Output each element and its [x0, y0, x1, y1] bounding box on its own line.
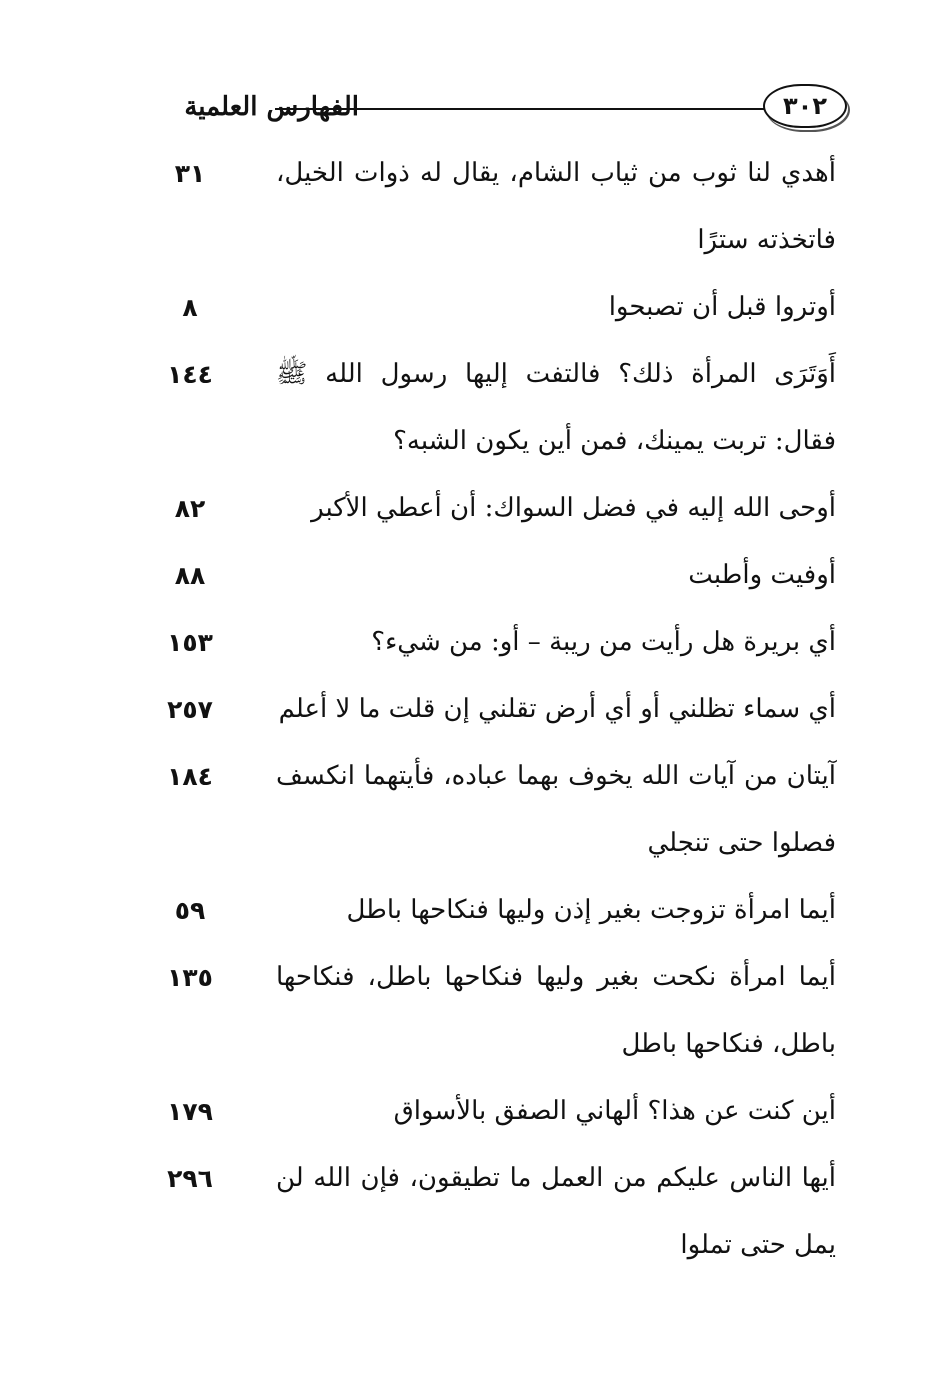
entry-text: أيما امرأة تزوجت بغير إذن وليها فنكاحها باطل: [346, 895, 836, 925]
index-entry: [0, 140, 946, 274]
entry-page-number: ٣١: [174, 159, 206, 188]
entry-text: أوتروا قبل أن تصبحوا: [608, 292, 836, 322]
index-entry: [0, 1078, 946, 1145]
index-entry: [0, 475, 946, 542]
entry-text: أي سماء تظلني أو أي أرض تقلني إن قلت ما لا أعلم: [278, 694, 836, 724]
entry-page-number: ٥٩: [174, 896, 206, 925]
entry-text: أوفيت وأطبت: [688, 560, 836, 590]
index-entry: [0, 944, 946, 1078]
entry-page-number: ٨٨: [174, 561, 206, 590]
entry-text: أيها الناس عليكم من العمل ما تطيقون، فإن الله لن يمل حتى تملوا: [276, 1163, 836, 1260]
header-rule: [275, 108, 765, 110]
entry-page-number: ١٧٩: [167, 1097, 213, 1126]
page-number: ٣٠٢: [783, 92, 827, 120]
entry-text: أَوَتَرَى المرأة ذلك؟ فالتفت إليها رسول الله ﷺ فقال: تربت يمينك، فمن أين يكون الشبه؟: [276, 359, 836, 456]
index-entry: [0, 542, 946, 609]
entry-text: أين كنت عن هذا؟ ألهاني الصفق بالأسواق: [393, 1096, 836, 1126]
index-entries: [0, 140, 946, 1279]
header-title: الفهارس العلمية: [184, 92, 359, 122]
entry-page-number: ٢٥٧: [167, 695, 213, 724]
entry-page-number: ٨: [182, 293, 198, 322]
entry-page-number: ١٣٥: [167, 963, 213, 992]
entry-page-number: ١٨٤: [167, 762, 213, 791]
index-entry: [0, 341, 946, 475]
entry-text: أي بريرة هل رأيت من ريبة – أو: من شيء؟: [371, 627, 836, 657]
entry-text: أهدي لنا ثوب من ثياب الشام، يقال له ذوات الخيل، فاتخذته سترًا: [276, 158, 836, 255]
entry-page-number: ٨٢: [174, 494, 206, 523]
page-header: [95, 78, 847, 128]
index-entry: [0, 609, 946, 676]
index-entry: [0, 1145, 946, 1279]
index-entry: [0, 676, 946, 743]
entry-text: أيما امرأة نكحت بغير وليها فنكاحها باطل، فنكاحها باطل، فنكاحها باطل: [276, 962, 836, 1059]
entry-page-number: ٢٩٦: [167, 1164, 213, 1193]
entry-page-number: ١٥٣: [167, 628, 213, 657]
entry-text: أوحى الله إليه في فضل السواك: أن أعطي الأكبر: [311, 493, 836, 523]
index-entry: [0, 877, 946, 944]
entry-page-number: ١٤٤: [167, 360, 213, 389]
entry-text: آيتان من آيات الله يخوف بهما عباده، فأيتهما انكسف فصلوا حتى تنجلي: [276, 761, 836, 858]
index-entry: [0, 274, 946, 341]
page-number-badge: [763, 84, 847, 128]
index-entry: [0, 743, 946, 877]
